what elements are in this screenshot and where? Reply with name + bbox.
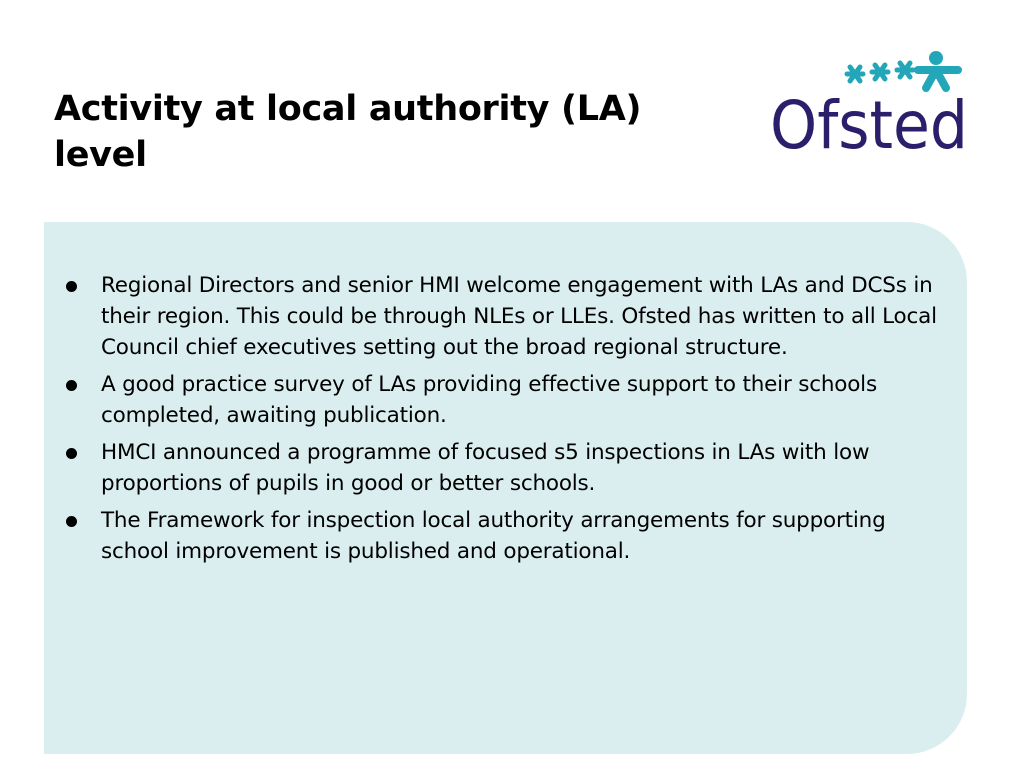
logo-wordmark: Ofsted <box>770 87 968 156</box>
logo-figure-icon <box>918 51 958 88</box>
bullet-dot-icon <box>66 281 77 292</box>
bullet-dot-icon <box>66 516 77 527</box>
bullet-dot-icon <box>66 380 77 391</box>
bullet-item <box>64 437 944 499</box>
logo-stars-icon <box>847 63 913 81</box>
bullet-text: The Framework for inspection local authority arrangements for supporting school improvement is published and operational. <box>101 508 886 564</box>
bullet-text: A good practice survey of LAs providing effective support to their schools completed, awaiting publication. <box>101 372 877 428</box>
bullet-item <box>64 270 944 363</box>
bullet-text: HMCI announced a programme of focused s5 inspections in LAs with low proportions of pupils in good or better schools. <box>101 440 870 496</box>
bullet-dot-icon <box>66 448 77 459</box>
ofsted-logo <box>768 48 974 156</box>
bullet-text: Regional Directors and senior HMI welcome engagement with LAs and DCSs in their region. This could be through NLEs or LLEs. Ofsted has written to all Local Council chief executives setting out the broad regional structure. <box>101 273 937 360</box>
slide-title: Activity at local authority (LA) level <box>54 89 642 175</box>
bullet-item <box>64 505 944 567</box>
bullet-list <box>64 270 944 573</box>
bullet-item <box>64 369 944 431</box>
content-panel <box>44 222 967 754</box>
